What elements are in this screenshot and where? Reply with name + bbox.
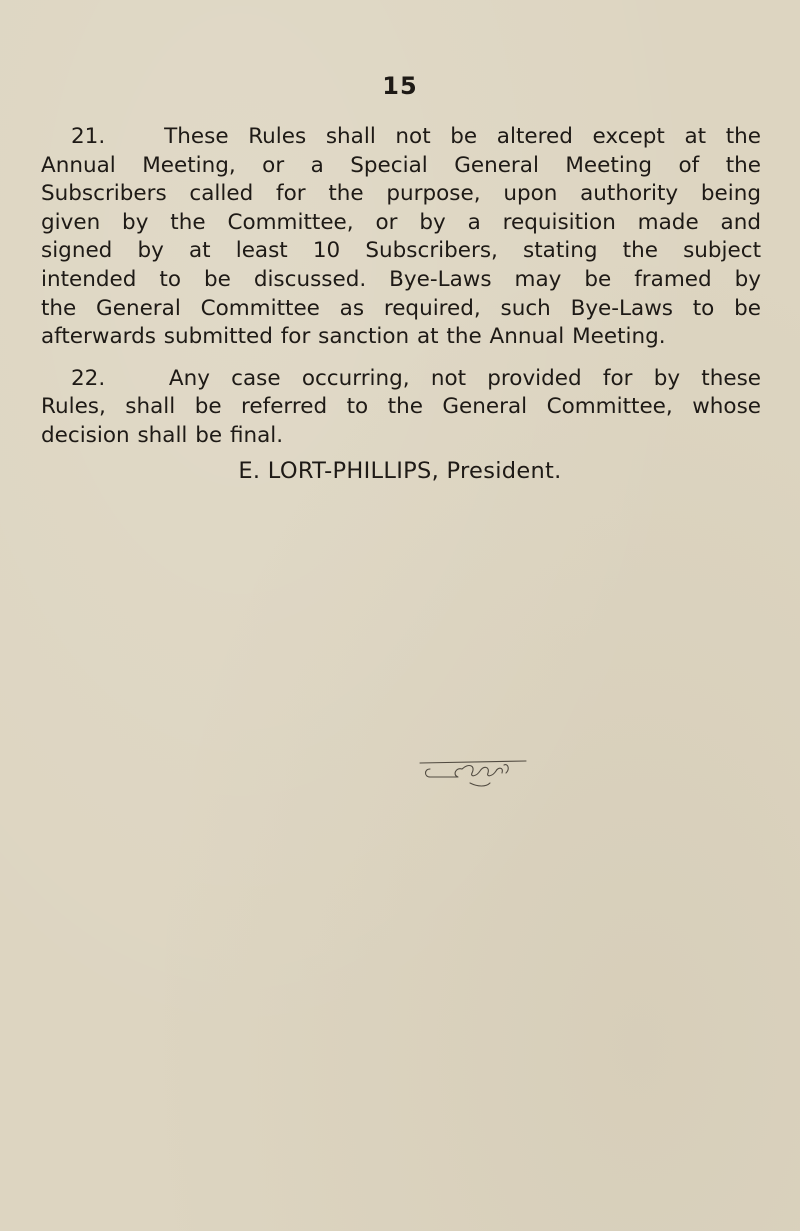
rule-21 bbox=[41, 123, 761, 352]
rule-line: given by the Committee, or by a requisition made and bbox=[41, 209, 761, 235]
president-signature-line: E. LORT-PHILLIPS, President. bbox=[238, 458, 562, 484]
rule-line: Annual Meeting, or a Special General Meeting of the bbox=[41, 152, 761, 178]
rule-line: signed by at least 10 Subscribers, stating the subject bbox=[41, 238, 761, 264]
rule-line: afterwards submitted for sanction at the Annual Meeting. bbox=[41, 324, 666, 350]
rule-line: Subscribers called for the purpose, upon authority being bbox=[41, 181, 761, 207]
rule-line: decision shall be final. bbox=[41, 422, 284, 448]
tailpiece-ornament-icon bbox=[418, 755, 528, 795]
rule-line bbox=[41, 365, 761, 394]
rule-text: Any case occurring, not provided for by these bbox=[168, 365, 761, 391]
rule-number: 22. bbox=[71, 365, 106, 391]
rule-line bbox=[41, 123, 761, 152]
rule-line: intended to be discussed. Bye-Laws may be framed by bbox=[41, 266, 761, 292]
rules-body bbox=[41, 123, 761, 451]
rule-text: These Rules shall not be altered except at the bbox=[164, 124, 761, 149]
rule-line: Rules, shall be referred to the General Committee, whose bbox=[41, 394, 761, 420]
rule-22 bbox=[41, 365, 761, 451]
rule-number: 21. bbox=[71, 124, 106, 149]
rule-line: the General Committee as required, such Bye-Laws to be bbox=[41, 295, 761, 321]
page-number: 15 bbox=[382, 72, 418, 100]
